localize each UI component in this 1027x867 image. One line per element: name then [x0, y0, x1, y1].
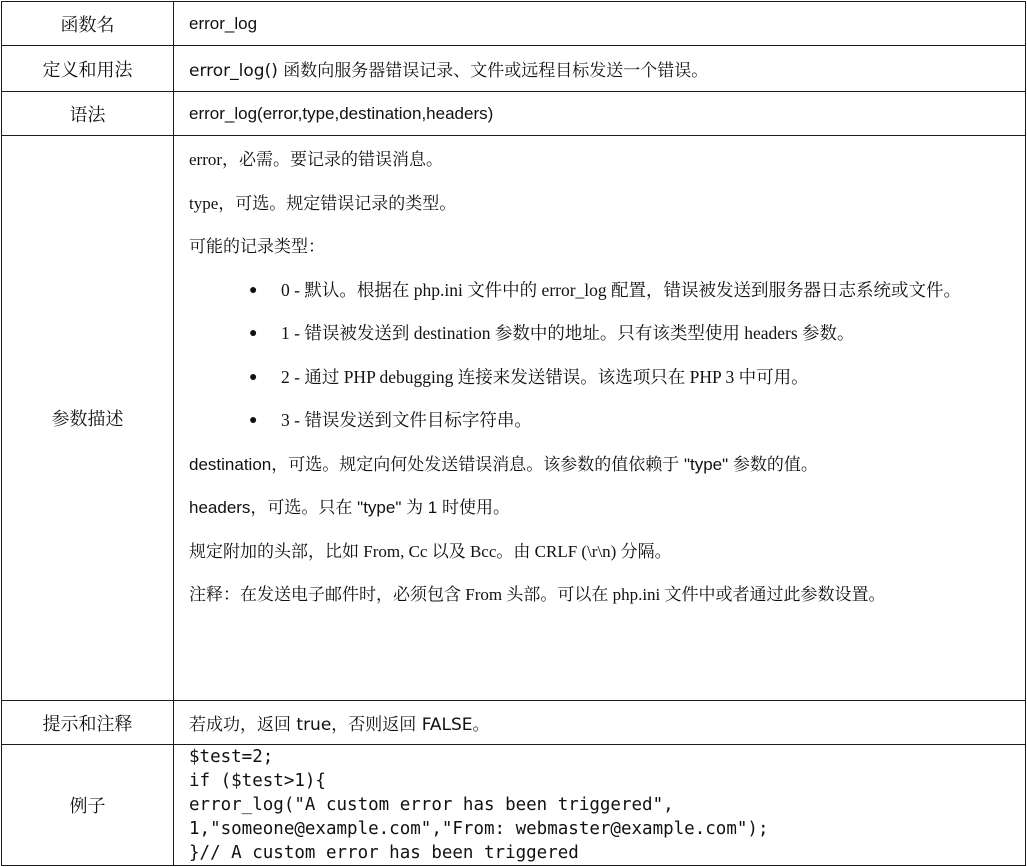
param-error-desc: error，必需。要记录的错误消息。: [189, 150, 444, 169]
value-example-code: [174, 745, 1026, 866]
row-parameters: [2, 136, 1026, 701]
row-example: [2, 745, 1026, 866]
label-syntax: 语法: [2, 92, 174, 136]
list-item: [189, 399, 1015, 443]
row-tips: [2, 701, 1026, 745]
label-function-name: 函数名: [2, 2, 174, 46]
param-possible-types-heading: 可能的记录类型：: [189, 237, 325, 256]
row-syntax: [2, 92, 1026, 136]
param-note: 注释：在发送电子邮件时，必须包含 From 头部。可以在 php.ini 文件中或者通过此参数设置。: [189, 585, 886, 604]
label-definition: 定义和用法: [2, 46, 174, 92]
function-reference-table: [1, 1, 1026, 866]
list-item: [189, 356, 1015, 400]
bullet-icon: ●: [249, 413, 258, 428]
type-3-text: 3 - 错误发送到文件目标字符串。: [281, 410, 532, 430]
row-definition: [2, 46, 1026, 92]
param-type-desc: type，可选。规定错误记录的类型。: [189, 193, 457, 213]
param-types-list: [189, 269, 1015, 443]
label-parameters: 参数描述: [2, 136, 174, 701]
list-item: [189, 269, 1015, 313]
param-headers-extra: 规定附加的头部，比如 From, Cc 以及 Bcc。由 CRLF (\r\n) 分隔。: [189, 541, 672, 561]
list-item: [189, 312, 1015, 356]
row-function-name: [2, 2, 1026, 46]
param-headers-desc: headers，可选。只在 "type" 为 1 时使用。: [189, 498, 510, 517]
label-example: 例子: [2, 745, 174, 866]
type-1-text: 1 - 错误被发送到 destination 参数中的地址。只有该类型使用 headers 参数。: [281, 323, 855, 343]
code-line: error_log("A custom error has been triggered",: [189, 795, 674, 815]
bullet-icon: ●: [249, 282, 258, 298]
value-syntax: error_log(error,type,destination,headers): [174, 92, 1026, 136]
code-line: if ($test>1){: [189, 771, 326, 791]
value-tips: 若成功，返回 true，否则返回 FALSE。: [174, 701, 1026, 745]
param-destination-desc: destination，可选。规定向何处发送错误消息。该参数的值依赖于 "type" 参数的值。: [189, 454, 818, 474]
value-parameters: [174, 136, 1026, 701]
bullet-icon: ●: [249, 326, 258, 341]
bullet-icon: ●: [249, 369, 258, 385]
label-tips: 提示和注释: [2, 701, 174, 745]
code-line: $test=2;: [189, 747, 274, 767]
type-2-text: 2 - 通过 PHP debugging 连接来发送错误。该选项只在 PHP 3 中可用。: [281, 366, 809, 387]
type-0-text: 0 - 默认。根据在 php.ini 文件中的 error_log 配置，错误被发送到服务器日志系统或文件。: [281, 279, 962, 300]
value-function-name: error_log: [174, 2, 1026, 46]
code-line: 1,"someone@example.com","From: webmaster@example.com");: [189, 819, 769, 839]
code-line: }// A custom error has been triggered: [189, 843, 579, 863]
value-definition: error_log() 函数向服务器错误记录、文件或远程目标发送一个错误。: [174, 46, 1026, 92]
